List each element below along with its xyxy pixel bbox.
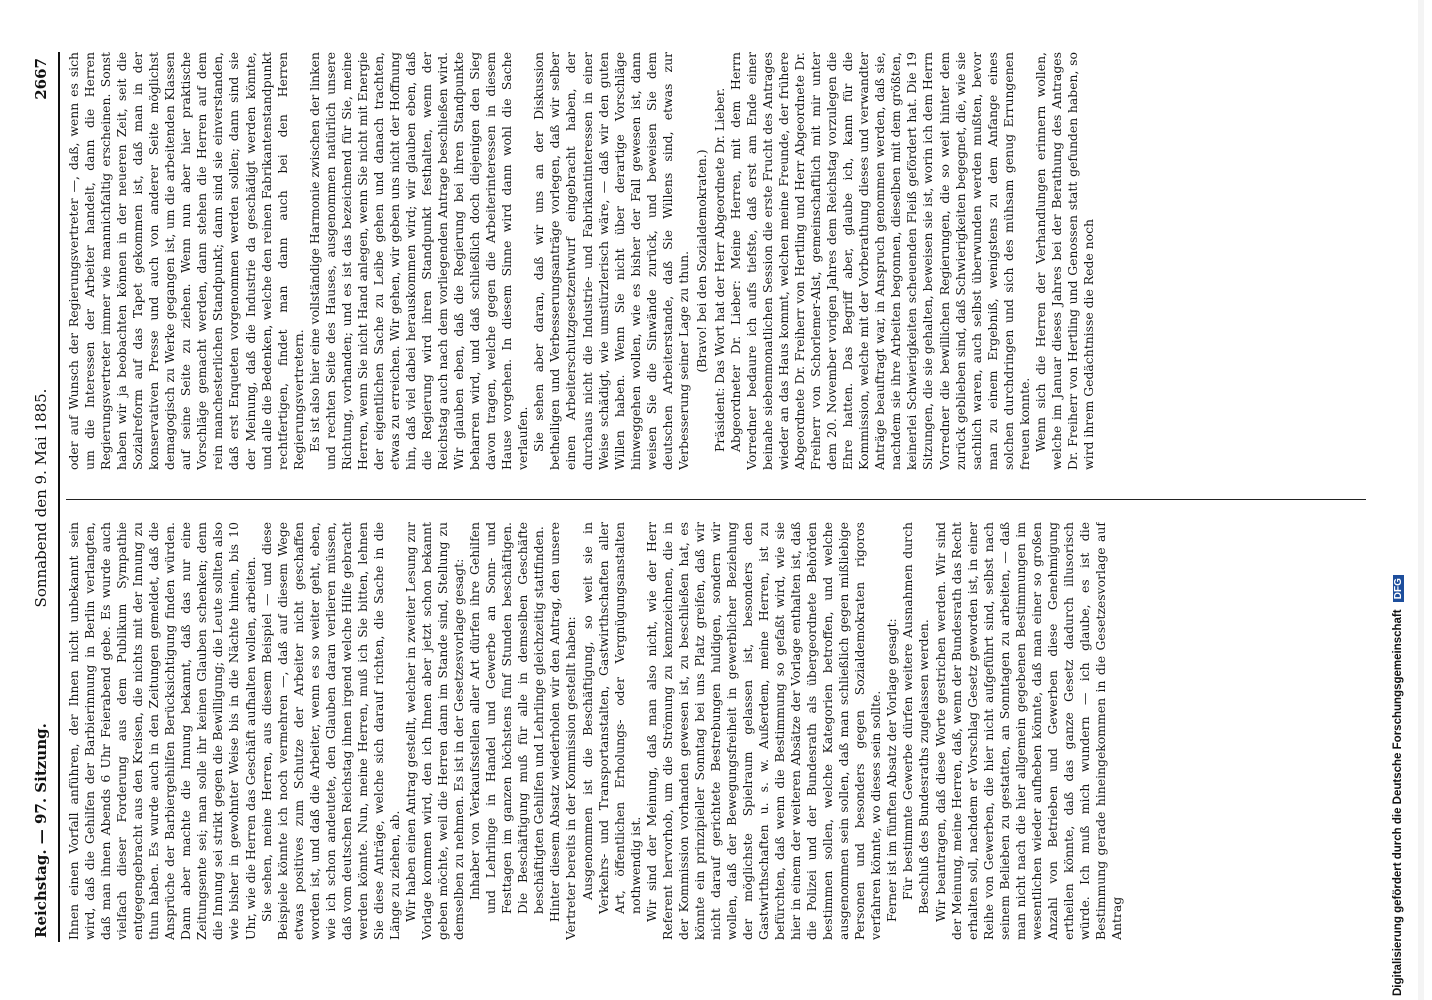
left-text-column: [66, 522, 1366, 940]
header-rule: [58, 52, 60, 942]
paragraph: Ihnen einen Vorfall anführen, der Ihnen nicht unbekannt sein wird, daß die Gehilfen der Barbierinnung in Berlin verlangten, daß man ihnen Abends 6 Uhr Feierabend gebe. Es wurde auch vielfach dieser Forderung aus dem Publikum Sympathie entgegengebracht aus den Kreisen, die nichts mit der Innung zu thun haben. Es wurde auch in den Zeitungen gemeldet, daß die Ansprüche der Barbiergehilfen Berücksichtigung finden würden. Dann aber machte die Innung bekannt, daß das nur eine Zeitungsente sei; man solle ihr keinen Glauben schenken; denn die Innung sei strikt gegen die Bewilligung; die Leute sollten also wie bisher in gewohnter Weise bis in die Nächte hinein, bis 10 Uhr, wie die Herren das Geschäft aufhalten wollen, arbeiten.: [66, 522, 258, 940]
quoted-provision: Für bestimmte Gewerbe dürfen weitere Ausnahmen durch Beschluß des Bundesraths zugelassen werden.: [900, 522, 932, 914]
applause-note: (Bravo! bei den Sozialdemokraten.): [693, 149, 709, 373]
paragraph: Wenn sich die Herren der Verhandlungen erinnern wollen, welche im Januar dieses Jahres bei der Berathung des Antrages Dr. Freiherr von Hertling und Genossen statt gefunden haben, so wird ihrem Gedächtnisse die Rede noch: [1032, 52, 1096, 470]
header-section-title: Reichstag. — 97. Sitzung.: [32, 723, 50, 938]
paragraph: Wir beantragen, daß diese Worte gestrichen werden. Wir sind der Meinung, meine Herren, daß, wenn der Bundesrath das Recht erhalten soll, nachdem er Vorschlag Gesetz geworden ist, in einer Reihe von Gewerben, die hier nicht aufgeführt sind, selbst nach seinem Belieben zu gestatten, an Sonntagen zu arbeiten, — daß man nicht nach die hier allgemein gegebenen Bestimmungen im wesentlichen wieder aufheben könnte, daß man einer so großen Anzahl von Betrieben und Gewerben diese Genehmigung ertheilen könnte, daß das ganze Gesetz dadurch illusorisch würde. Ich muß mich wundern — ich glaube, es ist die Bestimmung gerade hineingekommen in die Gesetzesvorlage auf Antrag: [932, 522, 1125, 940]
paragraph: oder auf Wunsch der Regierungsvertreter —, daß, wenn es sich um die Interessen der Arbeiter handelt, dann die Herren Regierungsvertreter immer wie mannichfaltig erscheinen. Sonst haben wir ja beobachten können in der neueren Zeit, seit die Sozialreform auf das Tapet gekommen ist, daß man in der konservativen Presse und auch von anderer Seite möglichst demagogisch zu Werke gegangen ist, um die arbeitenden Klassen auf seine Seite zu ziehen. Wenn nun aber hier praktische Vorschläge gemacht werden, dann stehen die Herren auf dem rein manchesterlichen Standpunkt; dann sind sie einverstanden, daß erst Enqueten vorgenommen werden sollen; dann sind sie der Meinung, daß die Industrie da geschädigt werden könnte, und alle die Bedenken, welche den reinen Fabrikantenstandpunkt rechtfertigen, findet man dann auch bei den Herren Regierungsvertretern.: [66, 52, 306, 470]
paragraph: Sie sehen, meine Herren, aus diesem Beispiel — und diese Beispiele könnte ich noch vermehren —, daß auf diesem Wege etwas positives zum Schutze der Arbeiter nicht geschaffen worden ist, und daß die Arbeiter, wenn es so weiter geht, eben, wie ich schon andeutete, den Glauben daran verlieren müssen, daß vom deutschen Reichstag ihnen irgend welche Hilfe gebracht werden könnte. Nun, meine Herren, muß ich Sie bitten, lehnen Sie diese Anträge, welche sich darauf richten, die Sache in die Länge zu ziehen, ab.: [258, 522, 402, 940]
quoted-provision: Ausgenommen ist die Beschäftigung, so weit sie in Verkehrs- und Transportanstalten, Gastwirthschaften aller Art, öffentlichen Erholungs- oder Vergnügungsanstalten nothwendig ist.: [579, 522, 643, 914]
paragraph: Ferner ist im fünften Absatz der Vorlage gesagt:: [884, 618, 900, 922]
paragraph: Wir haben einen Antrag gestellt, welcher in zweiter Lesung zur Vorlage kommen wird, den ich Ihnen aber jetzt schon bekannt geben möchte, weil die Herren dann im Stande sind, Stellung zu demselben zu nehmen. Es ist in der Gesetzesvorlage gesagt:: [402, 522, 467, 940]
speaker-paragraph: Abgeordneter Dr. Lieber: Meine Herren, mit dem Herrn Vorredner bedaure ich aufs tiefste, daß erst am Ende einer beinahe siebenmonatlichen Session die erste Frucht des Antrages wieder an das Haus kommt, welchen meine Freunde, der frühere Abgeordnete Dr. Freiherr von Hertling und Herr Abgeordnete Dr. Freiherr von Schorlemer-Alst, gemeinschaftlich mit mir unter dem 20. November vorigen Jahres dem Reichstag vorzulegen die Ehre hatten. Das Begriff aber, glaube ich, kann für die Kommission, welche mit der Vorberathung dieses und verwandter Anträge beauftragt war, in Anspruch genommen werden, daß sie, nachdem sie ihre Arbeiten begonnen, dieselben mit dem größten, keinerlei Schwierigkeiten scheuenden Fleiß gefördert hat. Die 19 Sitzungen, die sie gehalten, beweisen sie ist, worin ich dem Herrn Vorredner die bewillichen Regierungen, die so weit hinter dem zurück geblieben sind, daß Schwierigkeiten begegnet, die, wie sie sachlich waren, auch selbst überwunden werden mußten, bevor man zu einem Ergebniß, wenigstens zu dem Anfange eines solchen durchdringen und sich des mühsam genug Errungenen freuen konnte.: [727, 52, 1032, 470]
page-header: [32, 58, 56, 938]
digitization-credit: [1392, 0, 1416, 996]
speaker-paragraph: Präsident: Das Wort hat der Herr Abgeordnete Dr. Lieber.: [711, 87, 727, 452]
paragraph: Sie sehen aber daran, daß wir uns an der Diskussion betheiligen und Verbesserungsanträge vorlegen, daß wir selber einen Arbeiterschutzgesetzentwurf eingebracht haben, der durchaus nicht die Industrie- und Fabrikantinteressen in einer Weise schädigt, wie umstürzlerisch wäre, — daß wir den guten Willen haben. Wenn Sie nicht über derartige Vorschläge hinweggehen wollen, wie es bisher der Fall gewesen ist, dann weisen Sie die Sinwände zurück, und beweisen Sie dem deutschen Arbeiterstande, daß Sie Willens sind, etwas zur Verbesserung seiner Lage zu thun.: [531, 52, 691, 470]
paragraph: Wir sind der Meinung, daß man also nicht, wie der Herr Referent hervorhob, um die Strömung zu kennzeichnen, die in der Kommission vorhanden gewesen ist, zu beschließen hat, es könnte ein prinzipieller Sonntag bei uns Platz greifen, daß wir nicht darauf gerichtete Bestrebungen huldigen, sondern wir wollen, daß der Bewegungsfreiheit in gewerblicher Beziehung der möglichste Spielraum gelassen ist, besonders den Gastwirthschaften u. s. w. Außerdem, meine Herren, ist zu befürchten, daß wenn die Bestimmung so gefaßt wird, wie sie hier in einem der weiteren Absätze der Vorlage enthalten ist, daß die Polizei und der Bundesrath als übergeordnete Behörden bestimmen sollen, welche Kategorien betroffen, und welche ausgenommen sein sollen, daß man schließlich gegen mißliebige Personen und besonders gegen Sozialdemokraten rigoros verfahren könnte, wo dieses sein sollte.: [643, 522, 884, 940]
column-divider: [66, 499, 1366, 500]
paragraph: Es ist also hier eine vollständige Harmonie zwischen der linken und rechten Seite des Hauses, ausgenommen natürlich unsere Richtung, vorhanden; und es ist das bezeichnend für Sie, meine Herren, wenn Sie nicht Hand anlegen, wenn Sie nicht mit Energie der eigentlichen Sache zu Leibe gehen und danach trachten, etwas zu erreichen. Wir gehen, wir geben uns nicht der Hoffnung hin, daß viel dabei herauskommen wird; wir glauben eben, daß die Regierung wird ihren Standpunkt festhalten, wenn der Reichstag auch nach dem vorliegenden Antrage beschließen wird. Wir glauben eben, daß die Regierung bei ihren Standpunkte beharren wird, und daß schließlich doch diejenigen den Sieg davon tragen, welche gegen die Arbeiterinteressen in diesem Hause vorgehen. In diesem Sinne wird dann wohl die Sache verlaufen.: [306, 52, 531, 470]
quoted-provision: Inhaber von Verkaufsstellen aller Art dürfen ihre Gehilfen und Lehrlinge in Handel und Gewerbe an Sonn- und Festtagen im ganzen höchstens fünf Stunden beschäftigen. Die Beschäftigung muß für alle in demselben Geschäfte beschäftigten Gehilfen und Lehrlinge gleichzeitig stattfinden.: [467, 522, 547, 914]
paragraph: Hinter diesem Absatz wiederholen wir den Antrag, den unsere Vertreter bereits in der Kommission gestellt haben:: [547, 522, 579, 940]
right-text-column: [66, 52, 1366, 470]
page-number: 2667: [32, 58, 50, 100]
credit-text: Digitalisierung gefördert durch die Deutsche Forschungsgemeinschaft: [1392, 609, 1404, 996]
header-date: Sonnabend den 9. Mai 1885.: [32, 388, 50, 608]
scan-edge: [1418, 0, 1424, 1000]
dfg-logo: DFG: [1393, 575, 1404, 602]
